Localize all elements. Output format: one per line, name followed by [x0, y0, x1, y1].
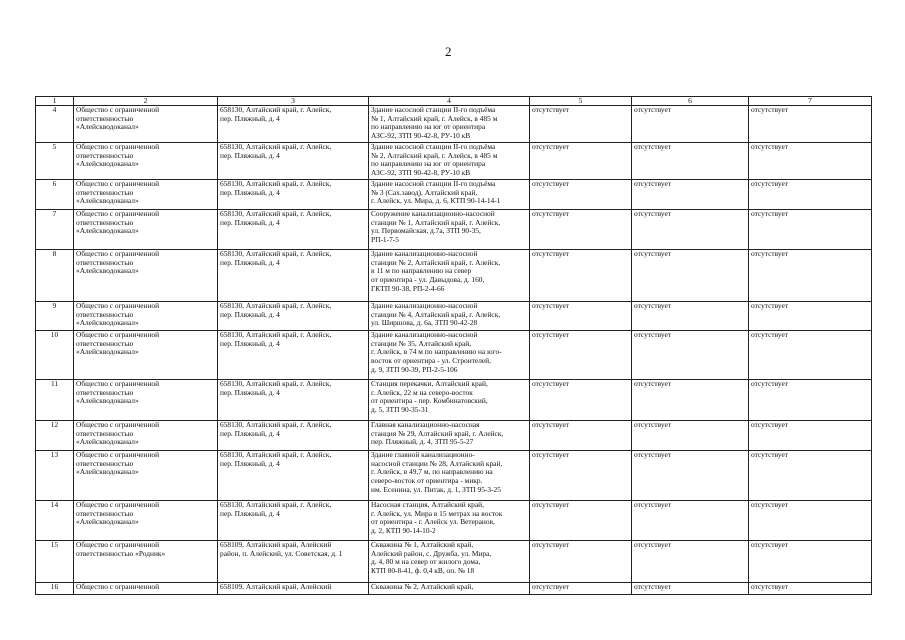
status-cell: отсутствует — [749, 210, 872, 250]
cell-line: ул. Ширшова, д. 6а, ЗТП 90-42-28 — [371, 318, 478, 328]
status-cell: отсутствует — [749, 180, 872, 210]
address-cell — [218, 331, 369, 380]
page-number: 2 — [445, 44, 452, 59]
cell-line: Здание канализационно-насосной — [371, 301, 478, 310]
organization-cell — [74, 331, 218, 380]
cell-line: № 3 (Сах.завод), Алтайский край, — [371, 187, 478, 197]
cell-line: ответственностью — [76, 150, 134, 160]
status-cell: отсутствует — [749, 541, 872, 583]
row-number: 14 — [36, 501, 74, 541]
organization-cell — [74, 451, 218, 501]
address-cell — [218, 583, 369, 595]
status-cell: отсутствует — [530, 302, 632, 331]
status-cell: отсутствует — [632, 106, 749, 143]
status-cell: отсутствует — [749, 421, 872, 451]
organization-cell — [74, 143, 218, 180]
address-cell — [218, 541, 369, 583]
object-cell — [369, 143, 530, 180]
status-cell: отсутствует — [530, 421, 632, 451]
status-cell: отсутствует — [749, 302, 872, 331]
cell-line: «Алейскводоканал» — [76, 159, 139, 169]
cell-line: Алейский район, с. Дружба, ул. Мира, — [371, 548, 492, 558]
row-number: 9 — [36, 302, 74, 331]
cell-line: Здание главной канализационно- — [371, 450, 475, 459]
address-cell — [218, 421, 369, 451]
cell-line: д. 4, 80 м на север от жилого дома, — [371, 557, 481, 567]
cell-line: Общество с ограниченной — [76, 450, 160, 459]
cell-line: Общество с ограниченной — [76, 179, 160, 188]
status-cell: отсутствует — [749, 331, 872, 380]
status-cell: отсутствует — [530, 451, 632, 501]
status-cell: отсутствует — [632, 180, 749, 210]
cell-line: д. 9, ЗТП 90-39, РП-2-5-106 — [371, 364, 458, 374]
status-cell: отсутствует — [749, 501, 872, 541]
cell-line: Здание насосной станции II-го подъёма — [371, 179, 496, 188]
table-header-row — [36, 97, 872, 106]
cell-line: 658130, Алтайский край, г. Алейск, — [220, 450, 332, 459]
cell-line: пер. Пляжный, д. 4 — [220, 458, 280, 468]
cell-line: ответственностью — [76, 113, 134, 123]
cell-line: «Алейскводоканал» — [76, 396, 139, 406]
row-number: 15 — [36, 541, 74, 583]
cell-line: «Алейскводоканал» — [76, 347, 139, 357]
cell-line: «Алейскводоканал» — [76, 226, 139, 236]
status-cell: отсутствует — [530, 501, 632, 541]
cell-line: 658130, Алтайский край, г. Алейск, — [220, 142, 332, 151]
row-number: 7 — [36, 210, 74, 250]
object-cell — [369, 180, 530, 210]
column-header: 5 — [530, 97, 632, 106]
cell-line: Общество с ограниченной — [76, 500, 160, 509]
status-cell: отсутствует — [530, 250, 632, 302]
cell-line: 658130, Алтайский край, г. Алейск, — [220, 330, 332, 339]
cell-line: пер. Пляжный, д. 4 — [220, 217, 280, 227]
status-cell: отсутствует — [632, 331, 749, 380]
object-cell — [369, 451, 530, 501]
cell-line: пер. Пляжный, д. 4 — [220, 187, 280, 197]
column-header: 2 — [74, 97, 218, 106]
object-cell — [369, 331, 530, 380]
cell-line: пер. Пляжный, д. 4 — [220, 338, 280, 348]
cell-line: в 11 м по направлению на север — [371, 266, 472, 276]
organization-cell — [74, 541, 218, 583]
object-cell — [369, 583, 530, 595]
cell-line: Общество с ограниченной — [76, 420, 160, 429]
status-cell: отсутствует — [632, 250, 749, 302]
status-cell: отсутствует — [749, 250, 872, 302]
cell-line: КТП 80-8-41, ф. 0,4 кВ, оп. № 18 — [371, 566, 475, 576]
cell-line: «Алейскводоканал» — [76, 437, 139, 447]
row-number: 16 — [36, 583, 74, 595]
cell-line: Насосная станция, Алтайский край, — [371, 500, 484, 509]
cell-line: Скважина № 1, Алтайский край, — [371, 540, 474, 549]
organization-cell — [74, 302, 218, 331]
object-cell — [369, 380, 530, 421]
cell-line: № 1, Алтайский край, г. Алейск, в 485 м — [371, 113, 498, 123]
cell-line: Общество с ограниченной — [76, 301, 160, 310]
cell-line: восток от ориентира - ул. Строителей, — [371, 356, 491, 366]
cell-line: Здание канализационно-насосной — [371, 249, 478, 258]
table-row — [36, 541, 872, 583]
cell-line: ответственностью — [76, 428, 134, 438]
status-cell: отсутствует — [530, 380, 632, 421]
status-cell: отсутствует — [632, 421, 749, 451]
status-cell: отсутствует — [530, 180, 632, 210]
object-cell — [369, 106, 530, 143]
cell-line: станции № 35, Алтайский край, — [371, 338, 472, 348]
cell-line: по направлению на юг от ориентира — [371, 122, 486, 132]
cell-line: ГКТП 90-38, РП-2-4-66 — [371, 283, 445, 293]
cell-line: Здание насосной станции II-го подъёма — [371, 142, 496, 151]
cell-line: пер. Пляжный, д. 4, ЗТП 95-5-27 — [371, 437, 474, 447]
status-cell: отсутствует — [632, 302, 749, 331]
cell-line: «Алейскводоканал» — [76, 318, 139, 328]
status-cell: отсутствует — [632, 541, 749, 583]
object-cell — [369, 250, 530, 302]
cell-line: ответственностью — [76, 458, 134, 468]
row-number: 13 — [36, 451, 74, 501]
cell-line: ул. Первомайская, д.7а, ЗТП 90-35, — [371, 226, 481, 236]
cell-line: 658130, Алтайский край, г. Алейск, — [220, 209, 332, 218]
status-cell: отсутствует — [632, 583, 749, 595]
cell-line: от ориентира - ул. Давыдова, д. 160, — [371, 275, 485, 285]
cell-line: насосной станции № 28, Алтайский край, — [371, 458, 503, 468]
cell-line: Общество с ограниченной — [76, 142, 160, 151]
cell-line: 658130, Алтайский край, г. Алейск, — [220, 379, 332, 388]
status-cell: отсутствует — [632, 143, 749, 180]
organization-cell — [74, 380, 218, 421]
table-row — [36, 302, 872, 331]
row-number: 5 — [36, 143, 74, 180]
column-header: 6 — [632, 97, 749, 106]
cell-line: 658130, Алтайский край, г. Алейск, — [220, 301, 332, 310]
table-row — [36, 106, 872, 143]
cell-line: от ориентира - пер. Комбинатовский, — [371, 396, 488, 406]
cell-line: станции № 2, Алтайский край, г. Алейск, — [371, 257, 501, 267]
organization-cell — [74, 210, 218, 250]
cell-line: Станция перекачки, Алтайский край, — [371, 379, 488, 388]
address-cell — [218, 250, 369, 302]
cell-line: станции № 4, Алтайский край, г. Алейск, — [371, 309, 501, 319]
table-row — [36, 143, 872, 180]
cell-line: пер. Пляжный, д. 4 — [220, 113, 280, 123]
cell-line: РП-1-7-5 — [371, 235, 399, 245]
table-row — [36, 331, 872, 380]
cell-line: Общество с ограниченной — [76, 540, 160, 549]
cell-line: г. Алейск, ул. Мира в 15 метрах на восток — [371, 508, 503, 518]
status-cell: отсутствует — [749, 143, 872, 180]
table-row — [36, 180, 872, 210]
object-cell — [369, 501, 530, 541]
cell-line: Главная канализационно-насосная — [371, 420, 480, 429]
cell-line: ответственностью — [76, 508, 134, 518]
status-cell: отсутствует — [530, 331, 632, 380]
status-cell: отсутствует — [749, 451, 872, 501]
cell-line: 658130, Алтайский край, г. Алейск, — [220, 500, 332, 509]
column-header: 4 — [369, 97, 530, 106]
table-row — [36, 210, 872, 250]
cell-line: Сооружение канализационно-насосной — [371, 209, 495, 218]
row-number: 12 — [36, 421, 74, 451]
cell-line: пер. Пляжный, д. 4 — [220, 387, 280, 397]
cell-line: по направлению на юг от ориентира — [371, 159, 486, 169]
status-cell: отсутствует — [530, 106, 632, 143]
cell-line: Скважина № 2, Алтайский край, — [371, 582, 474, 591]
table-row — [36, 501, 872, 541]
cell-line: северо-восток от ориентира - микр. — [371, 476, 483, 486]
row-number: 8 — [36, 250, 74, 302]
cell-line: Общество с ограниченной — [76, 105, 160, 114]
cell-line: «Алейскводоканал» — [76, 517, 139, 527]
cell-line: Общество с ограниченной — [76, 249, 160, 258]
object-cell — [369, 302, 530, 331]
object-cell — [369, 210, 530, 250]
cell-line: район, п. Алейский, ул. Советская, д. 1 — [220, 548, 343, 558]
cell-line: 658130, Алтайский край, г. Алейск, — [220, 179, 332, 188]
cell-line: АЗС-92, ЗТП 90-42-8, РУ-10 кВ — [371, 131, 471, 141]
status-cell: отсутствует — [632, 210, 749, 250]
row-number: 10 — [36, 331, 74, 380]
cell-line: 658130, Алтайский край, г. Алейск, — [220, 420, 332, 429]
organization-cell — [74, 250, 218, 302]
cell-line: 658130, Алтайский край, г. Алейск, — [220, 105, 332, 114]
column-header: 3 — [218, 97, 369, 106]
cell-line: «Алейскводоканал» — [76, 122, 139, 132]
cell-line: Общество с ограниченной — [76, 330, 160, 339]
status-cell: отсутствует — [530, 210, 632, 250]
status-cell: отсутствует — [632, 451, 749, 501]
cell-line: ответственностью — [76, 309, 134, 319]
cell-line: ответственностью — [76, 338, 134, 348]
cell-line: от ориентира - г. Алейск ул. Ветеранов, — [371, 517, 495, 527]
organization-cell — [74, 180, 218, 210]
cell-line: ответственностью — [76, 217, 134, 227]
cell-line: г. Алейск, ул. Мира, д. 6, КТП 90-14-14-1 — [371, 196, 501, 206]
organization-cell — [74, 583, 218, 595]
status-cell: отсутствует — [530, 541, 632, 583]
table-row — [36, 380, 872, 421]
cell-line: ответственностью — [76, 387, 134, 397]
object-cell — [369, 421, 530, 451]
table-row — [36, 250, 872, 302]
row-number: 6 — [36, 180, 74, 210]
cell-line: Общество с ограниченной — [76, 379, 160, 388]
cell-line: д. 5, ЗТП 90-35-31 — [371, 405, 429, 415]
status-cell: отсутствует — [632, 380, 749, 421]
cell-line: 658109, Алтайский край, Алейский — [220, 582, 332, 591]
cell-line: г. Алейск, 22 м на северо-восток — [371, 387, 473, 397]
status-cell: отсутствует — [530, 143, 632, 180]
cell-line: № 2, Алтайский край, г. Алейск, в 485 м — [371, 150, 498, 160]
cell-line: пер. Пляжный, д. 4 — [220, 428, 280, 438]
cell-line: Общество с ограниченной — [76, 209, 160, 218]
cell-line: АЗС-92, ЗТП 90-42-8, РУ-10 кВ — [371, 168, 471, 178]
address-cell — [218, 380, 369, 421]
cell-line: станции № 1, Алтайский край, г. Алейск, — [371, 217, 501, 227]
cell-line: пер. Пляжный, д. 4 — [220, 508, 280, 518]
cell-line: д. 2, КТП 90-14-10-2 — [371, 526, 436, 536]
column-header: 1 — [36, 97, 74, 106]
cell-line: им. Есенина, ул. Питак, д. 1, ЗТП 95-3-25 — [371, 484, 501, 494]
object-cell — [369, 541, 530, 583]
cell-line: пер. Пляжный, д. 4 — [220, 309, 280, 319]
cell-line: г. Алейск, в 49,7 м, по направлению на — [371, 467, 493, 477]
cell-line: пер. Пляжный, д. 4 — [220, 257, 280, 267]
cell-line: 658130, Алтайский край, г. Алейск, — [220, 249, 332, 258]
organization-cell — [74, 106, 218, 143]
table-row — [36, 583, 872, 595]
status-cell: отсутствует — [749, 380, 872, 421]
cell-line: ответственностью — [76, 187, 134, 197]
address-cell — [218, 451, 369, 501]
table-row — [36, 421, 872, 451]
address-cell — [218, 501, 369, 541]
cell-line: пер. Пляжный, д. 4 — [220, 150, 280, 160]
row-number: 11 — [36, 380, 74, 421]
status-cell: отсутствует — [530, 583, 632, 595]
address-cell — [218, 143, 369, 180]
status-cell: отсутствует — [632, 501, 749, 541]
table-row — [36, 451, 872, 501]
objects-table — [35, 96, 872, 595]
row-number: 4 — [36, 106, 74, 143]
status-cell: отсутствует — [749, 106, 872, 143]
organization-cell — [74, 421, 218, 451]
cell-line: «Алейскводоканал» — [76, 196, 139, 206]
status-cell: отсутствует — [749, 583, 872, 595]
cell-line: Здание насосной станции II-го подъёма — [371, 105, 496, 114]
cell-line: Здание канализационно-насосной — [371, 330, 478, 339]
address-cell — [218, 302, 369, 331]
cell-line: «Алейскводоканал» — [76, 467, 139, 477]
column-header: 7 — [749, 97, 872, 106]
address-cell — [218, 210, 369, 250]
cell-line: «Алейскводоканал» — [76, 266, 139, 276]
cell-line: станция № 29, Алтайский край, г. Алейск, — [371, 428, 504, 438]
cell-line: 658109, Алтайский край, Алейский — [220, 540, 332, 549]
cell-line: ответственностью «Родник» — [76, 548, 166, 558]
address-cell — [218, 106, 369, 143]
address-cell — [218, 180, 369, 210]
cell-line: Общество с ограниченной — [76, 582, 160, 591]
organization-cell — [74, 501, 218, 541]
cell-line: ответственностью — [76, 257, 134, 267]
cell-line: г. Алейск, в 74 м по направлению на юго- — [371, 347, 502, 357]
